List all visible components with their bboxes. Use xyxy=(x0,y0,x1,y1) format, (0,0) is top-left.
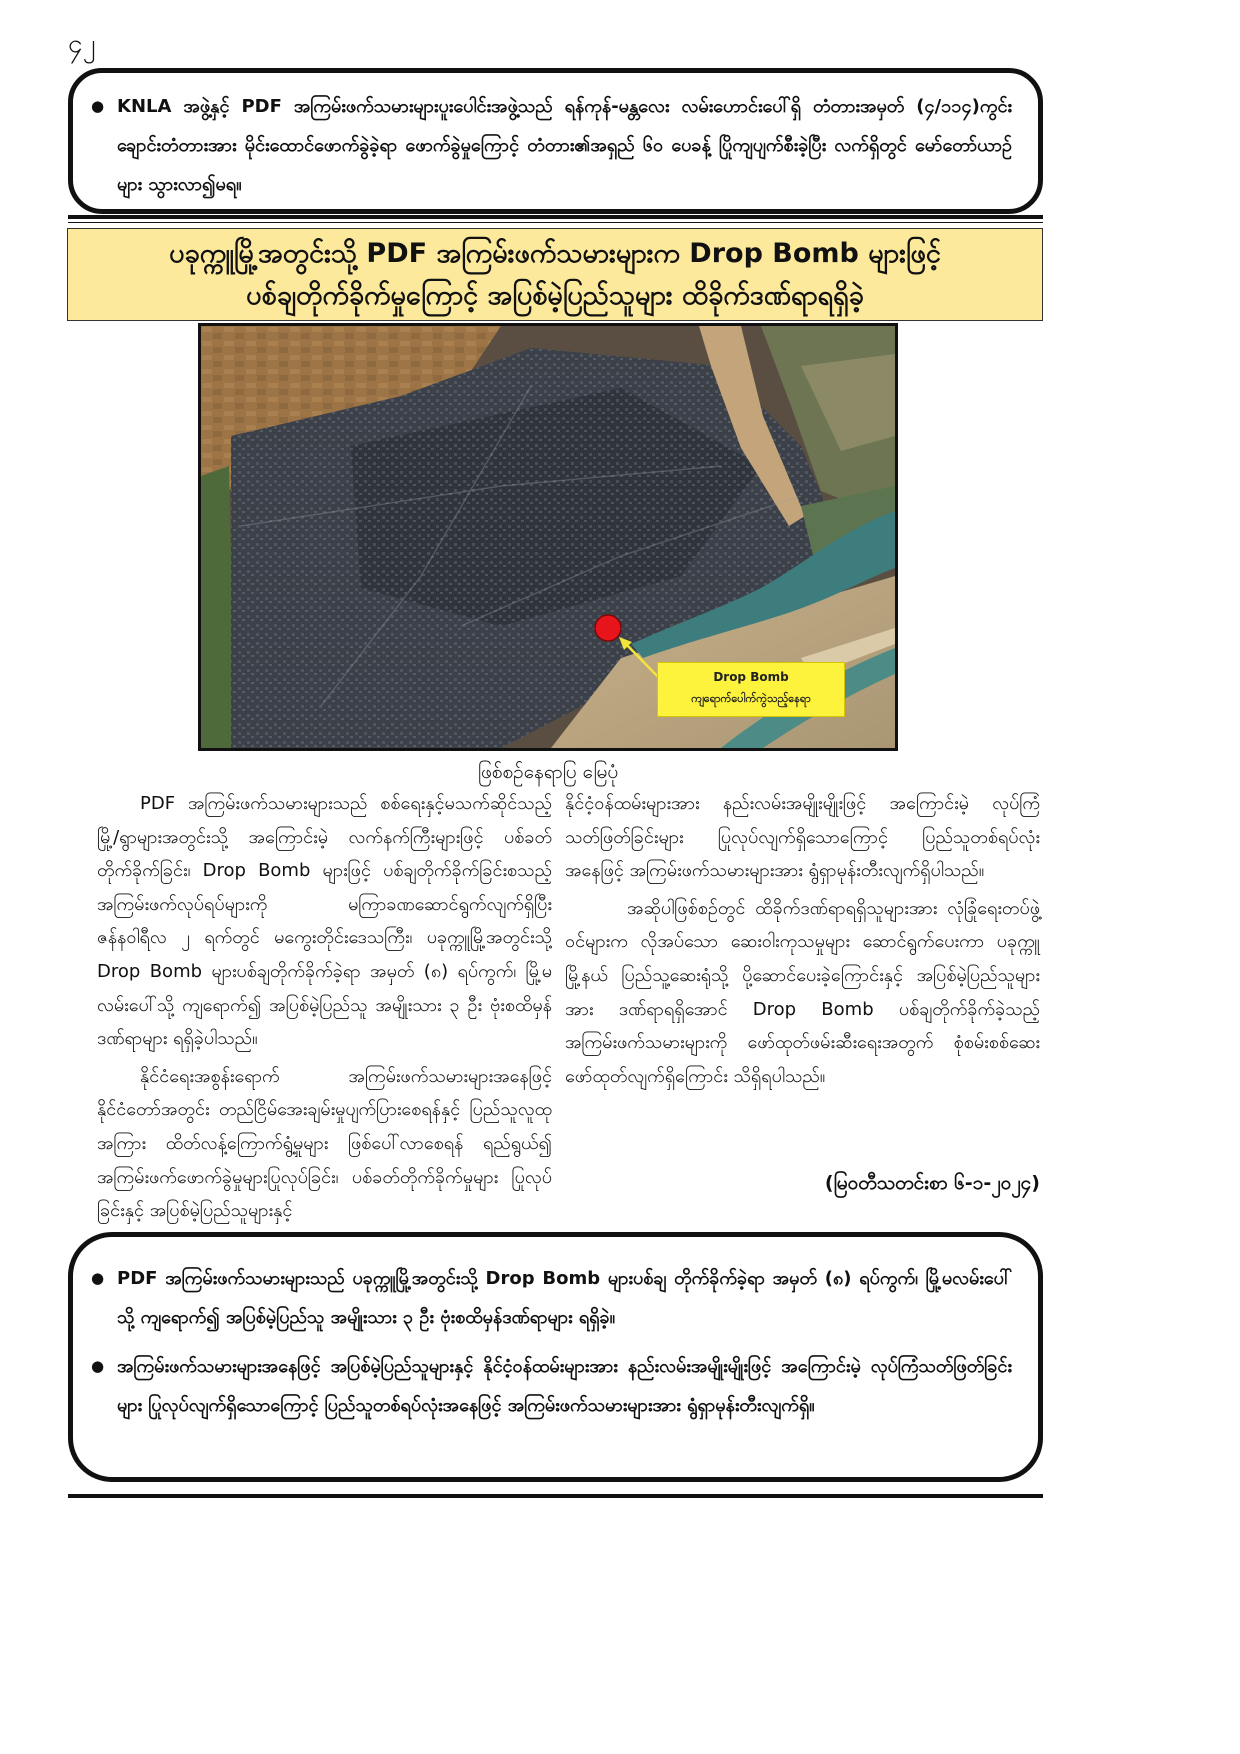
bullet-icon: ● xyxy=(91,1357,105,1375)
article-paragraph: နိုင်ငံရေးအစွန်းရောက် အကြမ်းဖက်သမားများအနေဖြင့် နိုင်ငံတော်အတွင်း တည်ငြိမ်အေးချမ်းမှုပျက်ပြားစေရန်နှင့် ပြည်သူလူထုအကြား ထိတ်လန့်ကြောက်ရွံ့မှုများ ဖြစ်ပေါ်လာစေရန် ရည်ရွယ်၍ အကြမ်းဖက်ဖောက်ခွဲမှုများပြုလုပ်ခြင်း၊ ပစ်ခတ်တိုက်ခိုက်မှုများ ပြုလုပ်ခြင်းနှင့် အပြစ်မဲ့ပြည်သူများနှင့် xyxy=(97,1065,552,1222)
summary-box xyxy=(68,1232,1043,1482)
page-bottom-rule xyxy=(68,1494,1043,1498)
bullet-icon: ● xyxy=(91,1269,105,1287)
summary-bullet-item xyxy=(91,1347,1012,1425)
section-divider xyxy=(68,215,1043,219)
location-marker-icon xyxy=(595,615,621,641)
top-highlight-box xyxy=(68,68,1043,214)
section-divider-thin xyxy=(68,222,1043,223)
headline-line-1: ပခုက္ကူမြို့အတွင်းသို့ PDF အကြမ်းဖက်သမားများက Drop Bomb များဖြင့် xyxy=(169,238,941,269)
headline-line-2: ပစ်ချတိုက်ခိုက်မှုကြောင့် အပြစ်မဲ့ပြည်သူများ ထိခိုက်ဒဏ်ရာရရှိခဲ့ xyxy=(246,280,864,311)
page-number: ၄၂ xyxy=(68,29,96,59)
drop-bomb-label-text: ကျရောက်ပေါက်ကွဲသည့်နေရာ xyxy=(691,692,811,705)
article-column-right xyxy=(565,787,1040,1157)
article-paragraph: အဆိုပါဖြစ်စဉ်တွင် ထိခိုက်ဒဏ်ရာရရှိသူများအား လုံခြုံရေးတပ်ဖွဲ့ဝင်များက လိုအပ်သော ဆေးဝါးကုသမှုများ ဆောင်ရွက်ပေးကာ ပခုက္ကူမြို့နယ် ပြည်သူ့ဆေးရုံသို့ ပို့ဆောင်ပေးခဲ့ကြောင်းနှင့် အပြစ်မဲ့ပြည်သူများအား ဒဏ်ရာရရှိအောင် Drop Bomb ပစ်ချတိုက်ခိုက်ခဲ့သည့် အကြမ်းဖက်သမားများကို ဖော်ထုတ်ဖမ်းဆီးရေးအတွက် စုံစမ်းစစ်ဆေးဖော်ထုတ်လျက်ရှိကြောင်း သိရှိရပါသည်။ xyxy=(565,897,1040,1087)
article-paragraph: PDF အကြမ်းဖက်သမားများသည် စစ်ရေးနှင့်မသက်ဆိုင်သည့် မြို့/ရွာများအတွင်းသို့ အကြောင်းမဲ့ လက်နက်ကြီးများဖြင့် ပစ်ခတ်တိုက်ခိုက်ခြင်း၊ Drop Bomb များဖြင့် ပစ်ချတိုက်ခိုက်ခြင်းစသည့် အကြမ်းဖက်လုပ်ရပ်များကို မကြာခဏဆောင်ရွက်လျက်ရှိပြီး ဇန်နဝါရီလ ၂ ရက်တွင် မကွေးတိုင်းဒေသကြီး၊ ပခုက္ကူမြို့အတွင်းသို့ Drop Bomb များပစ်ချတိုက်ခိုက်ခဲ့ရာ အမှတ် (၈) ရပ်ကွက်၊ မြို့မလမ်းပေါ်သို့ ကျရောက်၍ အပြစ်မဲ့ပြည်သူ အမျိုးသား ၃ ဦး ဗုံးစထိမှန်ဒဏ်ရာများ ရရှိခဲ့ပါသည်။ xyxy=(97,793,552,1050)
highlight-bullet-item xyxy=(91,87,1012,204)
article-column-left xyxy=(97,787,552,1222)
summary-bullet-item xyxy=(91,1259,1012,1337)
map-caption: ဖြစ်စဉ်နေရာပြ မြေပုံ xyxy=(477,761,619,783)
drop-bomb-label-title: Drop Bomb xyxy=(713,670,789,684)
drop-bomb-label xyxy=(657,662,845,717)
article-source: (မြဝတီသတင်းစာ ၆-၁-၂၀၂၄) xyxy=(824,1172,1040,1194)
map-vegetation-west xyxy=(201,466,235,748)
summary-bullet-text: PDF အကြမ်းဖက်သမားများသည် ပခုက္ကူမြို့အတွင်းသို့ Drop Bomb များပစ်ချ တိုက်ခိုက်ခဲ့ရာ အမှတ် (၈) ရပ်ကွက်၊ မြို့မလမ်းပေါ်သို့ ကျရောက်၍ အပြစ်မဲ့ပြည်သူ အမျိုးသား ၃ ဦး ဗုံးစထိမှန်ဒဏ်ရာများ ရရှိခဲ့။ xyxy=(117,1268,1012,1328)
summary-bullet-text: အကြမ်းဖက်သမားများအနေဖြင့် အပြစ်မဲ့ပြည်သူများနှင့် နိုင်ငံ့ဝန်ထမ်းများအား နည်းလမ်းအမျိုးမျိုးဖြင့် အကြောင်းမဲ့ လုပ်ကြံသတ်ဖြတ်ခြင်းများ ပြုလုပ်လျက်ရှိသောကြောင့် ပြည်သူတစ်ရပ်လုံးအနေဖြင့် အကြမ်းဖက်သမားများအား ရွံရှာမုန်းတီးလျက်ရှိ။ xyxy=(117,1356,1012,1416)
highlight-bullet-text: KNLA အဖွဲ့နှင့် PDF အကြမ်းဖက်သမားများပူးပေါင်းအဖွဲ့သည် ရန်ကုန်-မန္တလေး လမ်းဟောင်းပေါ်ရှိ တံတားအမှတ် (၄/၁၁၄)ကွင်းချောင်းတံတားအား မိုင်းထောင်ဖောက်ခွဲခဲ့ရာ ဖောက်ခွဲမှုကြောင့် တံတား၏အရှည် ၆၀ ပေခန့် ပြိုကျပျက်စီးခဲ့ပြီး လက်ရှိတွင် မော်တော်ယာဉ်များ သွားလာ၍မရ။ xyxy=(117,96,1012,195)
incident-location-map xyxy=(198,323,898,751)
article-headline xyxy=(67,228,1043,321)
bullet-icon: ● xyxy=(91,97,105,115)
article-paragraph-continued: နိုင်ငံ့ဝန်ထမ်းများအား နည်းလမ်းအမျိုးမျိုးဖြင့် အကြောင်းမဲ့ လုပ်ကြံသတ်ဖြတ်ခြင်းများ ပြုလုပ်လျက်ရှိသောကြောင့် ပြည်သူတစ်ရပ်လုံးအနေဖြင့် အကြမ်းဖက်သမားများအား ရွံရှာမုန်းတီးလျက်ရှိပါသည်။ xyxy=(565,793,1040,882)
